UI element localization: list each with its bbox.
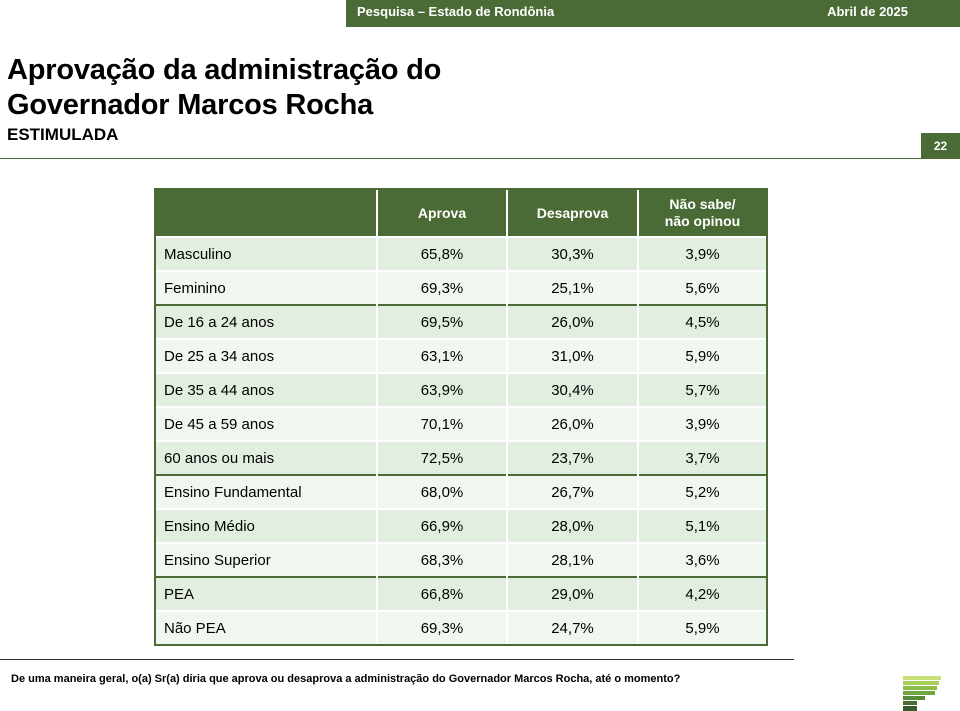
- row-label: Ensino Médio: [156, 509, 377, 543]
- cell-desaprova: 28,1%: [507, 543, 638, 577]
- column-header-group: [156, 190, 377, 237]
- footer-divider: [0, 659, 794, 660]
- cell-desaprova: 23,7%: [507, 441, 638, 475]
- cell-desaprova: 30,4%: [507, 373, 638, 407]
- row-label: PEA: [156, 577, 377, 611]
- cell-aprova: 72,5%: [377, 441, 507, 475]
- cell-desaprova: 28,0%: [507, 509, 638, 543]
- survey-date: Abril de 2025: [827, 4, 908, 19]
- table-row: [156, 509, 766, 543]
- cell-nao-sabe: 3,9%: [638, 237, 766, 271]
- cell-nao-sabe: 5,1%: [638, 509, 766, 543]
- row-label: De 35 a 44 anos: [156, 373, 377, 407]
- question-footnote: De uma maneira geral, o(a) Sr(a) diria que aprova ou desaprova a administração do Governador Marcos Rocha, até o momento?: [11, 673, 681, 685]
- row-label: 60 anos ou mais: [156, 441, 377, 475]
- row-label: Masculino: [156, 237, 377, 271]
- cell-nao-sabe: 3,9%: [638, 407, 766, 441]
- cell-aprova: 63,1%: [377, 339, 507, 373]
- cell-desaprova: 25,1%: [507, 271, 638, 305]
- row-label: Ensino Superior: [156, 543, 377, 577]
- cell-aprova: 69,3%: [377, 611, 507, 644]
- column-header-desaprova: Desaprova: [507, 190, 638, 237]
- header-divider: [0, 158, 922, 159]
- cell-nao-sabe: 5,9%: [638, 339, 766, 373]
- table-row: [156, 611, 766, 644]
- table-row: [156, 271, 766, 305]
- page-title: [7, 53, 441, 123]
- cell-desaprova: 31,0%: [507, 339, 638, 373]
- page-title-line1: Aprovação da administração do: [7, 54, 442, 86]
- table-row: [156, 237, 766, 271]
- cell-nao-sabe: 4,5%: [638, 305, 766, 339]
- cell-aprova: 66,9%: [377, 509, 507, 543]
- table-row: [156, 407, 766, 441]
- results-table: [154, 188, 768, 646]
- cell-nao-sabe: 5,6%: [638, 271, 766, 305]
- cell-aprova: 65,8%: [377, 237, 507, 271]
- cell-nao-sabe: 3,7%: [638, 441, 766, 475]
- table-row: [156, 577, 766, 611]
- table-row: [156, 373, 766, 407]
- cell-aprova: 68,3%: [377, 543, 507, 577]
- cell-nao-sabe: 5,9%: [638, 611, 766, 644]
- table-row: [156, 305, 766, 339]
- header-bar: [346, 0, 960, 27]
- cell-nao-sabe: 5,7%: [638, 373, 766, 407]
- cell-aprova: 63,9%: [377, 373, 507, 407]
- survey-title: Pesquisa – Estado de Rondônia: [357, 4, 555, 19]
- column-header-nao-sabe: Não sabe/ não opinou: [638, 190, 766, 237]
- page-number: 22: [921, 133, 960, 159]
- page-subtitle: ESTIMULADA: [7, 125, 119, 144]
- cell-nao-sabe: 5,2%: [638, 475, 766, 509]
- row-label: De 45 a 59 anos: [156, 407, 377, 441]
- cell-desaprova: 30,3%: [507, 237, 638, 271]
- table-row: [156, 339, 766, 373]
- row-label: Feminino: [156, 271, 377, 305]
- row-label: Não PEA: [156, 611, 377, 644]
- column-header-aprova: Aprova: [377, 190, 507, 237]
- cell-desaprova: 26,0%: [507, 305, 638, 339]
- page-title-line2: Governador Marcos Rocha: [7, 89, 374, 121]
- cell-aprova: 70,1%: [377, 407, 507, 441]
- cell-aprova: 69,5%: [377, 305, 507, 339]
- cell-nao-sabe: 3,6%: [638, 543, 766, 577]
- cell-aprova: 66,8%: [377, 577, 507, 611]
- table-row: [156, 475, 766, 509]
- cell-nao-sabe: 4,2%: [638, 577, 766, 611]
- cell-desaprova: 24,7%: [507, 611, 638, 644]
- institute-logo-icon: [903, 676, 941, 711]
- row-label: De 25 a 34 anos: [156, 339, 377, 373]
- table-header-row: [156, 190, 766, 237]
- cell-aprova: 69,3%: [377, 271, 507, 305]
- table-row: [156, 441, 766, 475]
- row-label: Ensino Fundamental: [156, 475, 377, 509]
- cell-desaprova: 29,0%: [507, 577, 638, 611]
- row-label: De 16 a 24 anos: [156, 305, 377, 339]
- cell-desaprova: 26,7%: [507, 475, 638, 509]
- table-row: [156, 543, 766, 577]
- cell-desaprova: 26,0%: [507, 407, 638, 441]
- cell-aprova: 68,0%: [377, 475, 507, 509]
